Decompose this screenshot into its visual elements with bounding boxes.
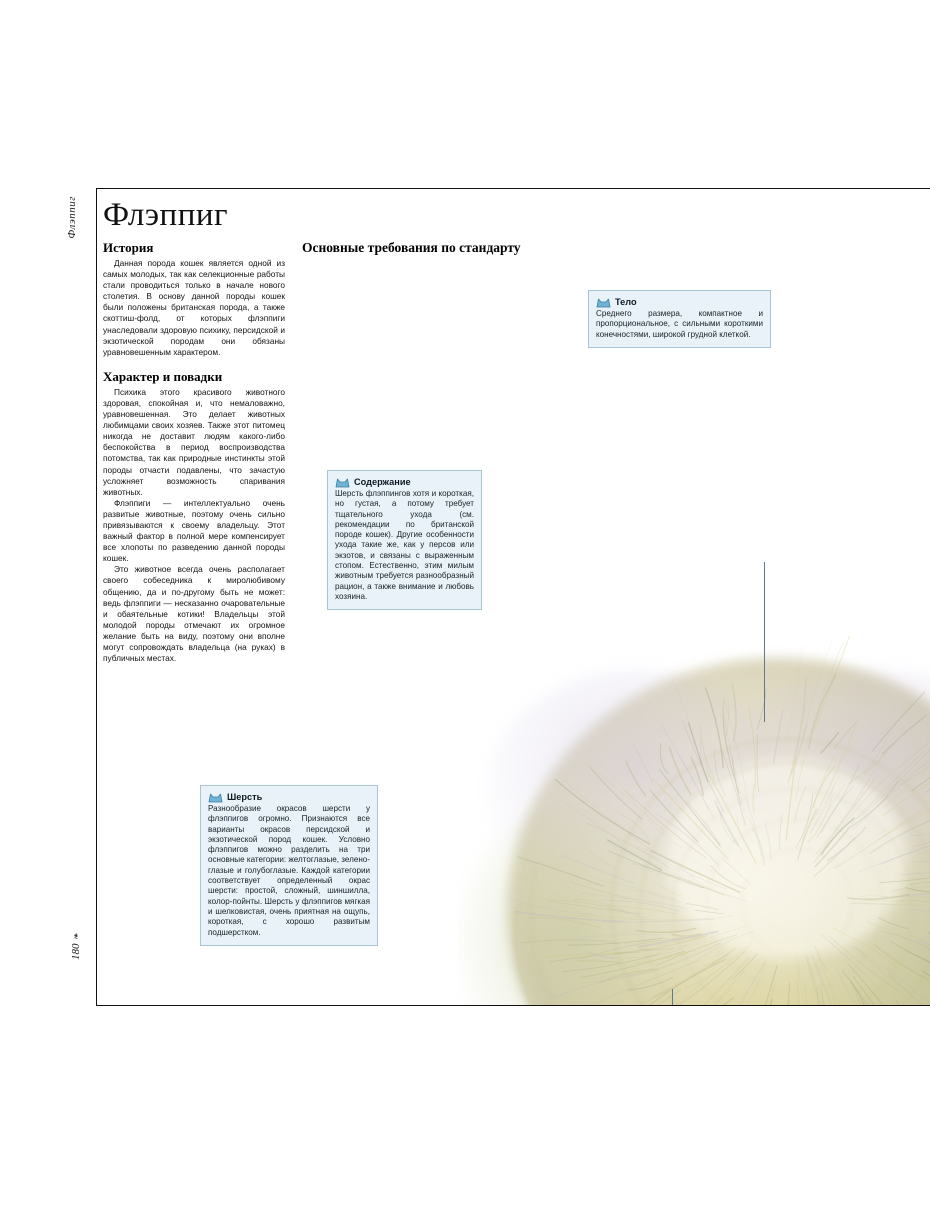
callout-body-label: Тело xyxy=(615,297,637,308)
character-paragraph-2: Флэппиги — интеллектуально очень развитые животные, поэтому очень сильно привязываются к своему владельцу. Этот важный фактор в полной мере компенсирует все хлопоты по разведению данной породы кошек. xyxy=(103,497,285,564)
callout-care xyxy=(327,470,482,610)
leader-line-body xyxy=(764,562,765,722)
callout-body-header xyxy=(596,297,763,308)
cat-head-icon xyxy=(208,792,223,803)
folio-number: 180 xyxy=(70,943,82,960)
section-heading-character: Характер и повадки xyxy=(103,368,223,384)
callout-body-text: Среднего размера, компактное и пропорциональное, с сильными короткими конечностями, широкой грудной клеткой. xyxy=(596,309,763,339)
callout-coat-header xyxy=(208,792,370,803)
section-heading-history: История xyxy=(103,240,154,255)
cat-illustration xyxy=(457,609,930,1006)
history-paragraph: Данная порода кошек является одной из самых молодых, так как селекционные работы стали проводиться только в начале нового столетия. В основу данной породы кошек были положены британская порода, а также скоттиш-фолд, от которых флэппиги унаследовали здоровую психику, персидской и экзотической породам они обязаны уравновешенным характером. xyxy=(103,258,285,357)
folio xyxy=(70,880,82,960)
callout-care-label: Содержание xyxy=(354,477,411,488)
running-head-text: Флэппиг xyxy=(66,196,78,239)
cat-head-icon xyxy=(596,297,611,308)
character-paragraph-3: Это животное всегда очень располагает своего собеседника к миролюбивому общению, да и по-другому быть не может: ведь флэппиги — несказанно очаровательные и обаятельные котики! Владельцы этой молодой породы отмечают их огромное желание быть на виду, поэтому они вполне могут сопровождать владельца (на руках) в публичных местах. xyxy=(103,564,285,664)
callout-coat-text: Разнообразие окрасов шерсти у флэппигов огромно. Признаются все варианты окрасов персидской и экзотической пород кошек. Условно флэппигов можно разделить на три основные категории: желтоглазые, зелено-глазые и голубоглазые. Каждой категории соответствует определенный окрас шерсти: простой, сложный, шиншилла, колор-пойнты. Шерсть у флэппигов мягкая и шелковистая, очень приятная на ощупь, короткая, с хорошо развитым подшерстком. xyxy=(208,804,370,937)
page-title: Флэппиг xyxy=(103,197,229,233)
character-paragraph-1: Психика этого красивого животного здоровая, спокойная и, что немаловажно, уравновешенная. Это делает животных любимцами своих хозяев. Также этот питомец никогда не доставит людям какого-либо беспокойства в период воспроизводства потомства, так как природные инстинкты этой породы отчасти подавлены, что зачастую усложняет возможность спаривания животных. xyxy=(103,386,285,497)
paw-ornament-icon: ❧ xyxy=(71,932,81,941)
callout-coat xyxy=(200,785,378,946)
leader-line-coat-vertical xyxy=(672,989,673,1006)
callout-body xyxy=(588,290,771,348)
callout-coat-label: Шерсть xyxy=(227,792,263,803)
cat-head-icon xyxy=(335,477,350,488)
standards-heading: Основные требования по стандарту xyxy=(302,240,521,255)
article-text-column xyxy=(103,240,285,664)
running-head xyxy=(66,76,78,239)
callout-care-text: Шерсть флэппингов хотя и короткая, но густая, а потому требует тщательного ухода (см. рекомендации по британской породе кошек). Другие особенности ухода такие же, как у персов или экзотов, и связаны с выраженным стопом. Естественно, этим милым животным требуется разнообразный рацион, а также внимание и любовь хозяина. xyxy=(335,489,474,601)
callout-care-header xyxy=(335,477,474,488)
